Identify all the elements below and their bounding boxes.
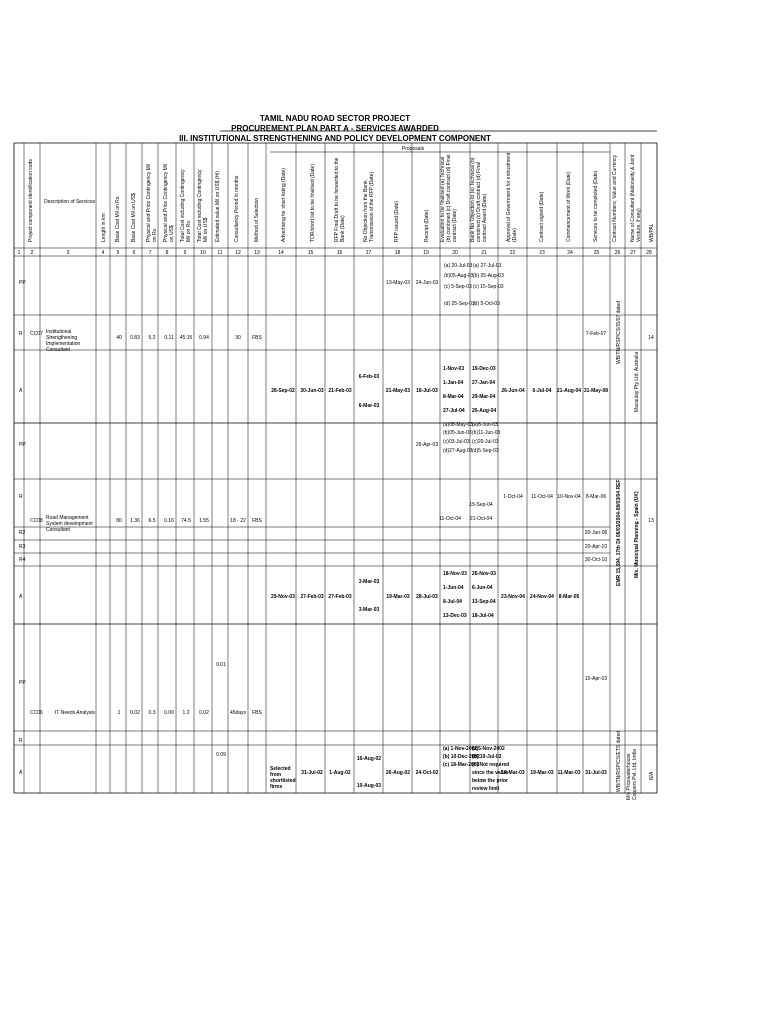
header-no-objection-rfp: No Objection from the Bank, Transmission of the RFP (Date) [363,171,375,242]
header-base-cost-rs: Base Cost Mil on Rs. [115,195,121,242]
header-contingency-usd: Physical and Price Contingency Mil on US$ [163,163,175,242]
header-commencement: Commencement of Work (Date) [566,171,572,242]
g2-a-rfp-draft: 27-Feb-03 [328,594,352,600]
g2-consultant: M/s. Municipal Planning - Spain (UK) [634,491,640,578]
g3-method: FBS [252,710,262,716]
g1-a-govt-approval: 26-Jun-04 [501,388,525,394]
g1-pp-eval-c: (c) 5-Sep-03 [444,284,472,290]
g3-description: IT Needs Analysis [55,710,95,716]
g1-a-advertising: 28-Sep-02 [271,388,295,394]
g2-pp-nobj-a: (a)6-Jun-03 [472,422,498,428]
g3-a-no-objection-2: 10-Aug-03 [356,783,382,789]
proposals-label: Proposals [401,146,425,152]
g3-consultant: M/s Pricewaterhouse Coopers Pvt. Ltd, India [626,749,638,800]
header-description: Description of Services [44,199,96,205]
g2-r-services-completed: 8-Mar-06 [585,494,607,500]
g1-a-eval-b: 1-Jan-04 [443,380,464,386]
g3-estimated-value-2: 0.09 [216,752,226,758]
header-consultant-name: Name of Consultant (Nationality & Joint Venture, if any) [630,154,642,242]
g1-a-nobj-d: 26-Aug-04 [472,408,497,414]
g1-total-rs: 45.15 [179,335,193,341]
header-tor-shortlist: TOR/short list to be finalised (Date) [310,164,316,242]
header-length: Length in km [101,213,107,242]
header-receipt: Receipt (Date) [424,209,430,242]
title-line-2: PROCUREMENT PLAN PART A - SERVICES AWARDED [231,124,439,133]
g1-a-services-completed: 31-May-08 [583,388,609,394]
g1-consultant: Macaulay Pty Ltd, Australia [634,351,640,412]
g3-code: CC06 [30,710,43,716]
column-number-15: 15 [307,250,314,256]
g2-base-cost-rs: 80 [116,518,122,524]
g1-a-commencement: 21-Aug-04 [556,388,582,394]
g1-a-eval-d: 27-Jul-04 [443,408,465,414]
header-rfp-issued: RFP issued (Date) [394,200,400,242]
column-number-21: 21 [481,250,487,256]
g3-base-cost-usd: 0.02 [130,710,140,716]
g3-wb-pal: N/A [649,771,655,780]
column-number-25: 25 [593,250,600,256]
title-line-1: TAMIL NADU ROAD SECTOR PROJECT [259,114,411,123]
g3-a-commencement: 11-Mar-03 [557,770,581,776]
g1-pp-nobj-c: (c) 15-Sep-03 [473,284,504,290]
g2-a-commencement: 8-Mar-05 [558,594,580,600]
g2-a-receipt: 28-Jul-03 [416,594,438,600]
header-rfp-final-draft: RFP Final Draft to be forwarded to the Bank (Date) [334,157,346,242]
header-wb-pal: WB/PAL [649,223,655,242]
g3-contingency-usd: 0.00 [164,710,174,716]
row-label-r-3: R [19,738,23,744]
column-number-5: 5 [116,250,120,256]
g2-r3-services-completed: 20-Apr-10 [584,544,608,550]
g1-contract-number: WB/TN/RSP/CS/IS/07 dated [616,300,622,364]
column-number-12: 12 [235,250,241,256]
g3-a-no-objection-1: 16-Aug-02 [356,756,382,762]
g2-wb-pal: 13 [648,518,654,524]
g1-contingency-usd: 0.11 [164,335,174,341]
g2-r4-services-completed: 30-Oct-10 [584,557,608,563]
g1-pp-eval-b: (b)05-Aug-03 [444,273,474,279]
row-label-r-1: R [19,331,23,337]
g3-total-usd: 0.02 [199,710,209,716]
column-number-23: 23 [539,250,545,256]
row-label-r2-2: R2 [19,530,26,536]
g2-pp-eval-d: (d)27-Aug-03 [443,448,473,454]
g1-a-no-objection-1: 6-Feb-03 [358,374,380,380]
header-contract-numbers: Contract Numbers, Value and Currency [612,154,618,242]
row-label-r-2: R [19,494,23,500]
g2-pp-receipt: 26-Apr-03 [415,442,439,448]
title-line-3: III. INSTITUTIONAL STRENGTHENING AND POLICY DEVELOPMENT COMPONENT [179,134,491,143]
g3-a-contract-signed: 19-Mar-03 [530,770,554,776]
g2-pp-eval-b: (b)05-Jun-03 [443,430,472,436]
g1-a-no-objection-2: 6-Mar-03 [358,403,380,409]
column-number-14: 14 [278,250,284,256]
row-label-a-2: A [19,594,23,600]
g3-a-nobj-d: since the value [472,770,508,776]
g2-total-rs: 74.5 [181,518,191,524]
header-govt-approval: Approval of Government for entrustment (Date) [506,152,518,242]
g2-description: Road Management System development Consultant [46,515,93,533]
g1-pp-nobj-a: (a) 27-Jul-03 [473,263,502,269]
g2-contingency-rs: 6.5 [148,518,156,524]
g3-a-rfp-draft: 1-Aug-02 [329,770,351,776]
row-label-pp-2: PP [19,442,26,448]
g3-contract-number: WB/TN/RSP/CS/ETS dated [616,730,622,792]
g1-pp-eval-a: (a) 20-Jul-03 [444,263,473,269]
g3-a-tor: 31-Jul-02 [301,770,323,776]
header-bank-no-objection: Bank No Objection to (a) Technical (b) combined (c) Draft contract (d) Final contract Award (Date) [470,157,488,242]
column-number-20: 20 [452,250,458,256]
g3-a-nobj-c: (c) Not required [472,762,510,768]
g2-r-nobj-2: 21-Oct-04 [469,516,493,522]
column-number-24: 24 [567,250,573,256]
g2-r-commencement: 10-Nov-04 [557,494,581,500]
g2-a-no-objection-2: 3-Mar-03 [358,607,380,613]
g1-total-usd: 0.94 [199,335,209,341]
g3-period: 45days [229,710,247,716]
header-evaluation: Evaluation to be finalised (a) Technical (b) combined (c) Draft contract (d) Final contract (Date) [440,154,458,242]
column-number-11: 11 [217,250,223,256]
header-consultancy-period: Consultancy Period in months [234,175,240,242]
g3-a-eval-c: (c) 18-Mar-2003 [443,762,480,768]
g3-total-rs: 1.2 [182,710,190,716]
g2-a-contract-signed: 24-Nov-04 [530,594,554,600]
header-advertising: Advertising for short listing (Date) [281,168,287,242]
column-number-22: 22 [509,250,516,256]
column-number-19: 19 [423,250,429,256]
g2-a-nobj-b: 6-Jun-04 [472,585,493,591]
column-number-7: 7 [148,250,152,256]
header-contingency-rs: Physical and Price Contingency Mil on Rs. [146,163,158,242]
header-total-cost-rs: Total Cost including Contingency Mil on Rs. [180,169,192,242]
g1-contingency-rs: 5.2 [148,335,156,341]
g3-a-receipt: 24-Oct-02 [415,770,439,776]
row-label-r4-2: R4 [19,557,26,563]
g1-a-nobj-c: 29-Mar-04 [472,394,496,400]
g3-a-nobj-f: review limit [472,786,500,792]
g2-total-usd: 1.55 [199,518,209,524]
g1-r-services-completed: 7-Feb-07 [585,331,607,337]
column-number-1: 1 [17,250,21,256]
g2-period: 18 - 22 [230,518,246,524]
g2-a-eval-c: 8-Jul-04 [443,599,462,605]
column-number-9: 9 [183,250,187,256]
g1-period: 30 [235,335,241,341]
g2-pp-eval-c: (c)03-Jul-03 [443,439,470,445]
g3-contingency-rs: 0.3 [148,710,156,716]
g1-pp-nobj-b: (b) 25-Aug-03 [473,273,504,279]
g3-a-nobj-e: below the prior [472,778,508,784]
g2-a-nobj-a: 26-Nov-03 [472,571,496,577]
column-number-4: 4 [101,250,105,256]
g2-a-govt-approval: 23-Nov-04 [501,594,525,600]
g3-base-cost-rs: 1 [117,710,121,716]
g3-a-services-completed: 31-Jul-03 [585,770,607,776]
g2-pp-eval-a: (a)08-May-03 [443,422,474,428]
g1-base-cost-rs: 40 [116,335,122,341]
g2-a-eval-d: 13-Dec-03 [443,613,467,619]
g2-base-cost-usd: 1.36 [130,518,140,524]
g1-pp-eval-d: (d) 25-Sep-03 [444,301,475,307]
g1-pp-receipt: 24-Jun-03 [415,280,439,286]
g3-a-eval-a: (a) 1-Nov-2002 [443,746,478,752]
g1-a-receipt: 18-Jul-03 [416,388,438,394]
g2-r-eval: 11-Oct-04 [439,516,461,522]
g1-a-rfp-issued: 21-May-03 [385,388,411,394]
column-number-10: 10 [200,250,206,256]
g1-description: Institutional Strengthening Implementation Consultant [46,329,81,353]
g2-r-contract-signed: 11-Oct-04 [531,494,553,500]
g2-pp-nobj-d: (d)5-Sep-03 [472,448,499,454]
header-total-cost-usd: Total Cost including Contingency Mil on US$ [197,169,209,242]
row-label-pp-1: PP [19,280,26,286]
header-base-cost-usd: Base Cost Mil on US$ [131,193,137,242]
g1-code: CC07 [30,331,43,337]
g1-a-eval-a: 1-Nov-03 [443,366,465,372]
g1-a-eval-c: 8-Mar-04 [443,394,464,400]
g3-a-advertising: Selected from shortlisted firms [270,766,296,790]
column-number-2: 2 [30,250,34,256]
g2-method: FBS [252,518,262,524]
column-number-26: 26 [614,250,621,256]
g3-a-rfp-issued: 26-Aug-02 [385,770,411,776]
g1-a-nobj-a: 19-Dec-03 [472,366,496,372]
column-number-16: 16 [336,250,343,256]
g3-a-nobj-b: (b) 19-Jul-02 [472,754,502,760]
g3-a-govt-approval: 19-Mar-03 [501,770,525,776]
g2-a-rfp-issued: 19-Mar-03 [386,594,410,600]
g2-r-nobj-1: 15-Sep-04 [469,502,493,508]
g3-estimated-value-1: 0.01 [216,662,226,668]
g1-a-rfp-draft: 21-Feb-03 [328,388,352,394]
row-label-a-3: A [19,770,23,776]
g2-contingency-usd: 0.16 [164,518,174,524]
row-label-pp-3: PP [19,680,26,686]
column-number-13: 13 [254,250,260,256]
g3-pp-services-completed: 10-Apr-03 [584,676,608,682]
g1-pp-rfp-issued: 13-May-03 [386,280,410,286]
row-label-a-1: A [19,388,23,394]
g2-a-advertising: 29-Nov-03 [271,594,295,600]
column-number-28: 28 [646,250,652,256]
header-component-code: Project component identification code [28,158,34,242]
column-number-18: 18 [394,250,401,256]
g1-a-nobj-b: 27-Jan-04 [472,380,496,386]
column-number-17: 17 [365,250,372,256]
column-number-27: 27 [630,250,636,256]
g2-a-nobj-c: 13-Sep-04 [472,599,496,605]
g2-contract-number: EMR 15,694, 17th Dt 08/03/2004-08/03/04 REF [616,479,622,586]
g2-code: CC08 [30,518,43,524]
g2-pp-nobj-c: (c)20-Jul-03 [472,439,499,445]
header-services-completed: Services to be completed (Date) [593,170,599,242]
column-number-8: 8 [165,250,169,256]
header-contract-signed: Contract signed (Date) [539,191,545,242]
g1-a-contract-signed: 6-Jul-04 [532,388,552,394]
g1-method: FBS [252,335,262,341]
header-method-of-selection: Method of Selection [254,197,260,242]
g2-r2-services-completed: 20-Jun-06 [584,530,608,536]
g2-a-no-objection-1: 3-Mar-03 [358,579,380,585]
g2-r-govt-approval: 1-Oct-04 [503,494,523,500]
row-label-r3-2: R3 [19,544,26,550]
g1-pp-nobj-d: (d) 5-Oct-03 [473,301,500,307]
g2-pp-nobj-b: (b)11-Jun-03 [472,430,501,436]
g1-base-cost-usd: 0.83 [130,335,140,341]
g1-wb-pal: 14 [648,335,654,341]
g1-a-tor: 30-Jun-03 [300,388,324,394]
column-number-3: 3 [66,250,70,256]
column-number-6: 6 [132,250,136,256]
g3-a-nobj-a: (a)5-Nov-2002 [472,746,505,752]
g2-a-tor: 27-Feb-03 [300,594,324,600]
g2-a-eval-a: 18-Nov-03 [443,571,467,577]
g2-a-eval-b: 1-Jun-04 [443,585,464,591]
header-estimated-value: Estimated value Mil on US$ (Hi) [215,171,221,242]
g2-a-nobj-d: 18-Jul-04 [472,613,494,619]
g3-a-eval-b: (b) 10-Dec-2002 [443,754,480,760]
